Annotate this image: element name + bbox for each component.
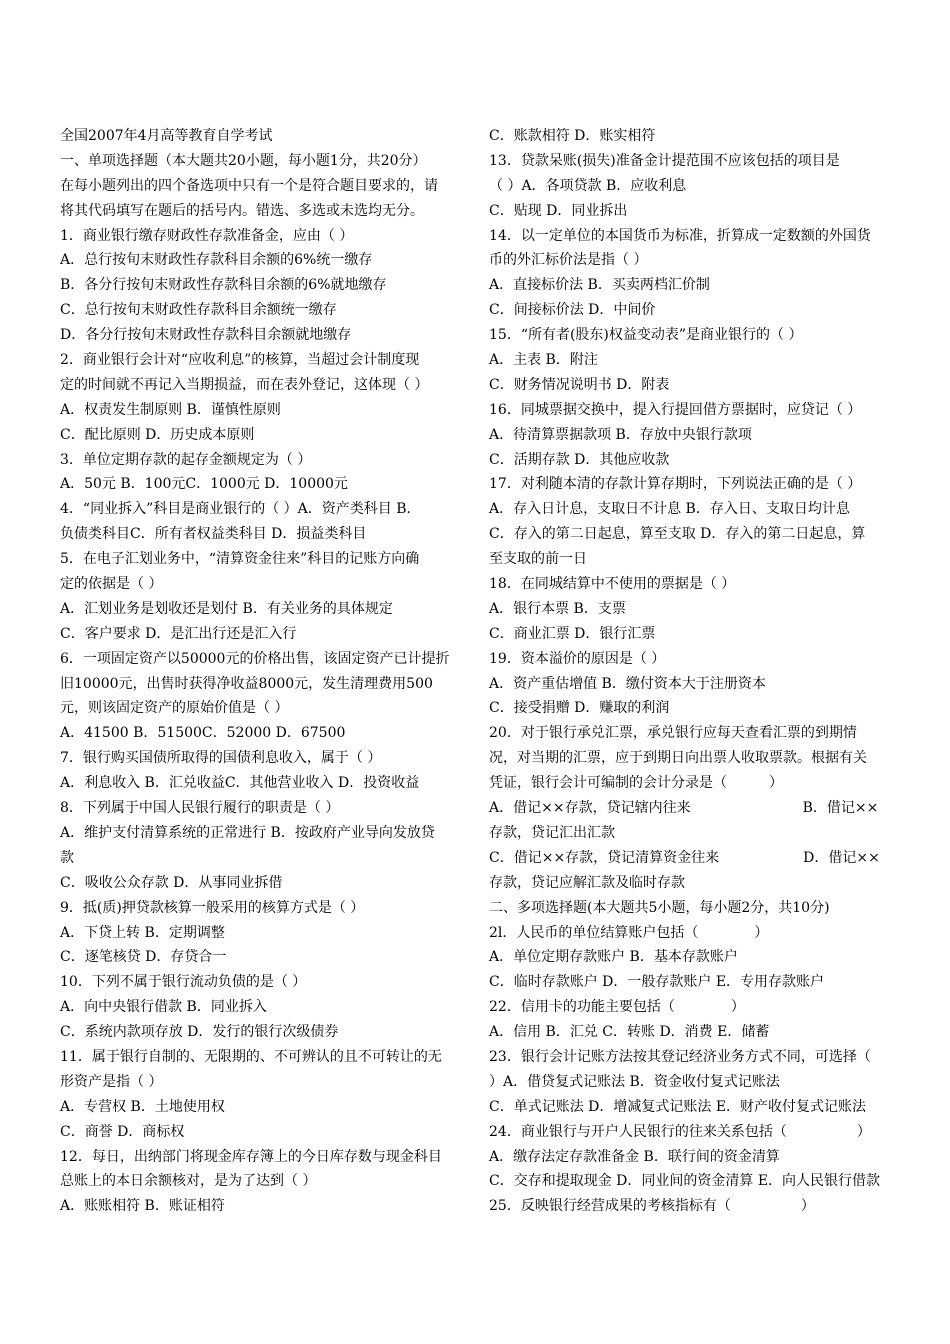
text-line: 19．资本溢价的原因是（ ） xyxy=(489,650,666,667)
text-line: 二、多项选择题(本大题共5小题，每小题2分，共10分) xyxy=(489,899,830,916)
text-line: C．借记××存款，贷记清算资金往来 D．借记×× xyxy=(489,849,880,866)
text-line: C．贴现 D．同业拆出 xyxy=(489,202,628,219)
text-line: 10．下列不属于银行流动负债的是（ ） xyxy=(60,974,307,991)
text-line: 11．属于银行自制的、无限期的、不可辨认的且不可转让的无 xyxy=(60,1048,442,1065)
text-line: （ ）A．各项贷款 B．应收利息 xyxy=(489,177,687,194)
text-line: 形资产是指（ ） xyxy=(60,1073,163,1090)
text-line: D．各分行按旬末财政性存款科目余额就地缴存 xyxy=(60,327,352,344)
text-line: 22．信用卡的功能主要包括（ ） xyxy=(489,999,745,1016)
text-line: 2l．人民币的单位结算账户包括（ ） xyxy=(489,924,769,941)
text-line: 存款，贷记汇出汇款 xyxy=(489,824,615,841)
text-line: C．存入的第二日起息，算至支取 D．存入的第二日起息，算 xyxy=(489,526,866,543)
text-line: A．41500 B．51500C．52000 D．67500 xyxy=(60,725,346,742)
text-line: A．主表 B．附注 xyxy=(489,352,598,369)
text-line: A．总行按旬末财政性存款科目余额的6%统一缴存 xyxy=(60,252,373,269)
text-line: A．下贷上转 B．定期调整 xyxy=(60,924,225,941)
text-line: B．各分行按旬末财政性存款科目余额的6%就地缴存 xyxy=(60,277,387,294)
text-line: A．单位定期存款账户 B．基本存款账户 xyxy=(489,949,738,966)
text-line: C．吸收公众存款 D．从事同业拆借 xyxy=(60,874,283,891)
text-line: A．直接标价法 B．买卖两档汇价制 xyxy=(489,277,710,294)
text-line: 币的外汇标价法是指（ ） xyxy=(489,252,648,269)
text-line: A．银行本票 B．支票 xyxy=(489,600,626,617)
left-column xyxy=(60,124,460,1219)
text-line: 13．贷款呆账(损失)准备金计提范围不应该包括的项目是 xyxy=(489,152,840,169)
text-line: 款 xyxy=(60,849,74,866)
right-column xyxy=(489,124,889,1219)
text-line: 存款，贷记应解汇款及临时存款 xyxy=(489,874,685,891)
text-line: ）A．借贷复式记账法 B．资金收付复式记账法 xyxy=(489,1073,780,1090)
text-line: C．系统内款项存放 D．发行的银行次级债券 xyxy=(60,1024,339,1041)
text-line: 将其代码填写在题后的括号内。错选、多选或未选均无分。 xyxy=(60,202,424,219)
text-line: 负债类科目C．所有者权益类科目 D．损益类科目 xyxy=(60,526,367,543)
text-line: A．资产重估增值 B．缴付资本大于注册资本 xyxy=(489,675,766,692)
text-line: 23．银行会计记账方法按其登记经济业务方式不同，可选择（ xyxy=(489,1048,871,1065)
text-line: C．间接标价法 D．中间价 xyxy=(489,302,656,319)
text-line: 8．下列属于中国人民银行履行的职责是（ ） xyxy=(60,800,340,817)
text-line: 15．“所有者(股东)权益变动表”是商业银行的（ ） xyxy=(489,327,803,344)
text-line: 旧10000元，出售时获得净收益8000元，发生清理费用500 xyxy=(60,675,433,692)
text-line: C．商誉 D．商标权 xyxy=(60,1123,185,1140)
text-line: 2．商业银行会计对“应收利息”的核算，当超过会计制度现 xyxy=(60,352,420,369)
text-line: 定的依据是（ ） xyxy=(60,576,163,593)
text-line: 3．单位定期存款的起存金额规定为（ ） xyxy=(60,451,312,468)
text-line: A．权责发生制原则 B．谨慎性原则 xyxy=(60,401,281,418)
text-line: A．向中央银行借款 B．同业拆入 xyxy=(60,999,267,1016)
text-line: A．利息收入 B．汇兑收益C．其他营业收入 D．投资收益 xyxy=(60,775,420,792)
text-line: A．汇划业务是划收还是划付 B．有关业务的具体规定 xyxy=(60,600,393,617)
text-line: 1．商业银行缴存财政性存款准备金，应由（ ） xyxy=(60,227,354,244)
text-line: 17．对利随本清的存款计算存期时，下列说法正确的是（ ） xyxy=(489,476,862,493)
text-line: 7．银行购买国债所取得的国债利息收入，属于（ ） xyxy=(60,750,382,767)
text-line: 一、单项选择题（本大题共20小题，每小题1分，共20分） xyxy=(60,152,427,169)
text-line: 20．对于银行承兑汇票，承兑银行应每天查看汇票的到期情 xyxy=(489,725,857,742)
text-line: A．缴存法定存款准备金 B．联行间的资金清算 xyxy=(489,1148,780,1165)
text-line: C．总行按旬末财政性存款科目余额统一缴存 xyxy=(60,302,337,319)
text-line: C．账款相符 D．账实相符 xyxy=(489,128,656,144)
text-line: A．信用 B．汇兑 C．转账 D．消费 E．储蓄 xyxy=(489,1024,770,1041)
text-line: 4．“同业拆入”科目是商业银行的（ ）A．资产类科目 B． xyxy=(60,501,421,518)
text-line: C．活期存款 D．其他应收款 xyxy=(489,451,670,468)
text-line: 总账上的本日余额核对，是为了达到（ ） xyxy=(60,1173,317,1190)
text-line: A．存入日计息，支取日不计息 B．存入日、支取日均计息 xyxy=(489,501,850,518)
text-line: C．财务情况说明书 D．附表 xyxy=(489,376,670,393)
text-line: A．专营权 B．土地使用权 xyxy=(60,1098,225,1115)
text-line: A．账账相符 B．账证相符 xyxy=(60,1198,225,1215)
text-line: 全国2007年4月高等教育自学考试 xyxy=(60,128,273,144)
text-line: A．50元 B．100元C．1000元 D．10000元 xyxy=(60,476,348,493)
text-line: C．商业汇票 D．银行汇票 xyxy=(489,625,656,642)
text-line: A．借记××存款，贷记辖内往来 B．借记×× xyxy=(489,800,879,817)
text-line: 14．以一定单位的本国货币为标准，折算成一定数额的外国货 xyxy=(489,227,871,244)
text-line: 5．在电子汇划业务中，“清算资金往来”科目的记账方向确 xyxy=(60,551,420,568)
text-line: 在每小题列出的四个备选项中只有一个是符合题目要求的，请 xyxy=(60,177,438,194)
text-line: 凭证，银行会计可编制的会计分录是（ ） xyxy=(489,775,783,792)
text-line: C．客户要求 D．是汇出行还是汇入行 xyxy=(60,625,297,642)
text-line: 16．同城票据交换中，提入行提回借方票据时，应贷记（ ） xyxy=(489,401,862,418)
text-line: A．维护支付清算系统的正常进行 B．按政府产业导向发放贷 xyxy=(60,824,435,841)
text-line: C．接受捐赠 D．赚取的利润 xyxy=(489,700,670,717)
text-line: 25．反映银行经营成果的考核指标有（ ） xyxy=(489,1198,815,1215)
text-line: 12．每日，出纳部门将现金库存簿上的今日库存数与现金科目 xyxy=(60,1148,442,1165)
text-line: C．单式记账法 D．增减复式记账法 E．财产收付复式记账法 xyxy=(489,1098,867,1115)
text-line: 18．在同城结算中不使用的票据是（ ） xyxy=(489,576,736,593)
text-line: 至支取的前一日 xyxy=(489,551,587,568)
text-line: C．交存和提取现金 D．同业间的资金清算 E．向人民银行借款 xyxy=(489,1173,881,1190)
text-line: 9．抵(质)押贷款核算一般采用的核算方式是（ ） xyxy=(60,899,365,916)
text-line: 6．一项固定资产以50000元的价格出售，该固定资产已计提折 xyxy=(60,650,450,667)
text-line: C．临时存款账户 D．一般存款账户 E．专用存款账户 xyxy=(489,974,825,991)
text-line: 定的时间就不再记入当期损益，而在表外登记，这体现（ ） xyxy=(60,376,429,393)
text-line: C．逐笔核贷 D．存贷合一 xyxy=(60,949,227,966)
text-line: 24．商业银行与开户人民银行的往来关系包括（ ） xyxy=(489,1123,871,1140)
text-line: C．配比原则 D．历史成本原则 xyxy=(60,426,255,443)
text-line: 况，对当期的汇票，应于到期日向出票人收取票款。根据有关 xyxy=(489,750,867,767)
text-line: A．待清算票据款项 B．存放中央银行款项 xyxy=(489,426,752,443)
text-line: 元，则该固定资产的原始价值是（ ） xyxy=(60,700,289,717)
